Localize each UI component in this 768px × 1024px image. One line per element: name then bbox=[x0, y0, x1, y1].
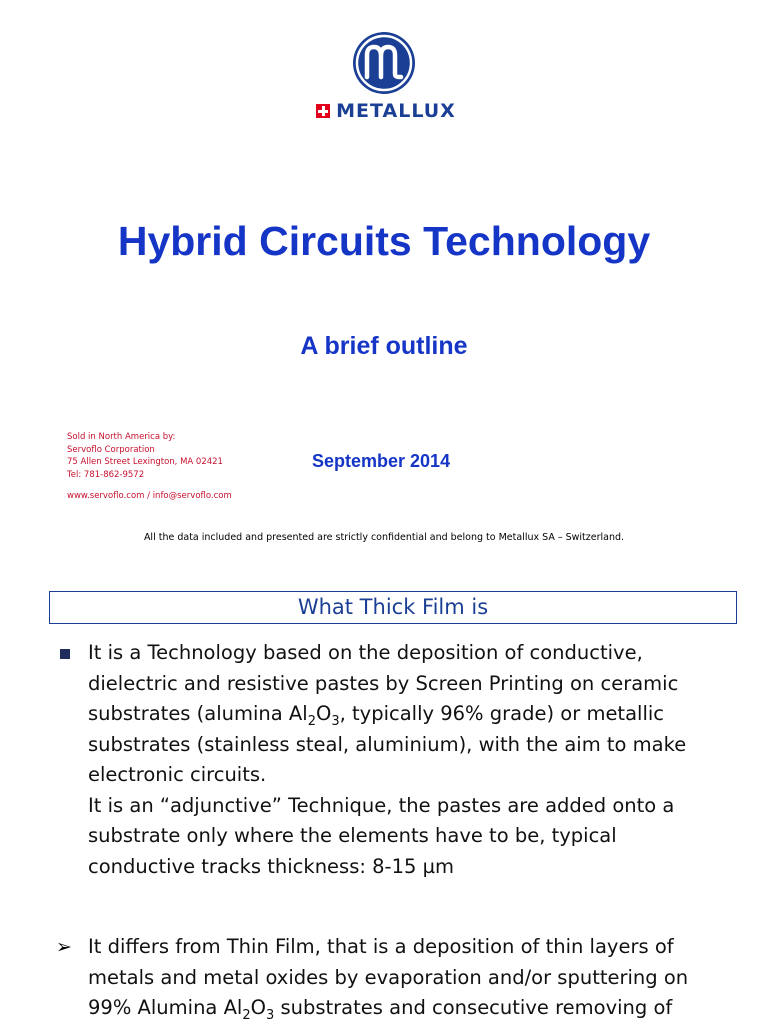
document-subtitle: A brief outline bbox=[300, 332, 468, 360]
brand-name: METALLUX bbox=[336, 100, 456, 122]
subscript-2: 2 bbox=[307, 714, 316, 729]
bullet1-line-8: conductive tracks thickness: 8-15 µm bbox=[88, 854, 454, 878]
bullet1-line-3-part-a: substrates (alumina Al bbox=[88, 702, 308, 725]
section-title-box: What Thick Film is bbox=[49, 591, 737, 624]
contact-line-phone: Tel: 781-862-9572 bbox=[67, 469, 145, 480]
bullet1-line-3 bbox=[88, 699, 748, 730]
contact-line-address: 75 Allen Street Lexington, MA 02421 bbox=[67, 457, 223, 467]
bullet2-line-2: metals and metal oxides by evaporation and/or sputtering on bbox=[88, 965, 689, 989]
bullet2-line-3 bbox=[88, 993, 748, 1024]
bullet1-line-4: substrates (stainless steal, aluminium), with the aim to make bbox=[88, 732, 687, 756]
metallux-logo bbox=[0, 30, 768, 122]
document-title: Hybrid Circuits Technology bbox=[117, 218, 651, 264]
bullet1-line-2: dielectric and resistive pastes by Screen Printing on ceramic bbox=[88, 671, 679, 695]
bullet1-line-1: It is a Technology based on the deposition of conductive, bbox=[88, 641, 643, 664]
square-bullet-icon bbox=[60, 649, 70, 659]
subscript-2: 2 bbox=[242, 1008, 251, 1023]
contact-line-company: Servoflo Corporation bbox=[67, 444, 155, 455]
subscript-3: 3 bbox=[331, 714, 340, 729]
contact-line-sold: Sold in North America by: bbox=[67, 432, 176, 442]
bullet-item-2 bbox=[56, 932, 748, 1024]
brand-row bbox=[4, 100, 768, 122]
bullet1-line-3-part-c: , typically 96% grade) or metallic bbox=[339, 702, 665, 725]
bullet2-line-3-part-a: 99% Alumina Al bbox=[88, 996, 243, 1019]
subscript-3: 3 bbox=[265, 1008, 275, 1023]
arrow-bullet-icon: ➢ bbox=[56, 936, 72, 958]
swiss-flag-icon bbox=[316, 104, 330, 118]
confidentiality-notice: All the data included and presented are strictly confidential and belong to Metallux SA – Switzerland. bbox=[143, 532, 625, 543]
document-date: September 2014 bbox=[312, 451, 451, 471]
bullet1-line-6: It is an “adjunctive” Technique, the pastes are added onto a bbox=[88, 793, 675, 817]
bullet-item-1 bbox=[88, 638, 748, 882]
bullet1-line-3-part-b: O bbox=[315, 702, 332, 725]
bullet2-line-1: It differs from Thin Film, that is a deposition of thin layers of bbox=[88, 935, 674, 958]
contact-info bbox=[67, 431, 232, 503]
bullet1-line-7: substrate only where the elements have to be, typical bbox=[88, 824, 617, 847]
bullet2-line-3-part-b: O bbox=[250, 996, 266, 1019]
metallux-m-logo-icon bbox=[351, 30, 417, 96]
contact-web-link[interactable]: www.servoflo.com / info@servoflo.com bbox=[67, 491, 232, 501]
bullet1-line-5: electronic circuits. bbox=[88, 763, 267, 786]
bullet2-line-3-part-c: substrates and consecutive removing of bbox=[274, 996, 673, 1019]
